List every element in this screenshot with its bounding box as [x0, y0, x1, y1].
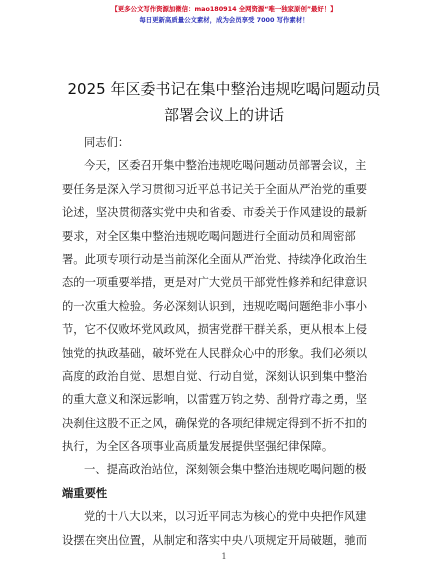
body-text-line: 端重要性 — [62, 485, 108, 500]
body-text-line: 蚀党的执政基础，破坏党在人民群众心中的形象。我们必须以 — [62, 346, 368, 360]
promo-banner — [0, 4, 448, 26]
body-text-line: 党的十八大以来，以习近平同志为核心的党中央把作风建 — [84, 510, 367, 524]
promo-banner-line-1: 【更多公文写作资源加微信：mao180914 全网资源“唯一独家原创”最好！】 — [111, 5, 337, 13]
page-number: 1 — [221, 552, 227, 561]
body-text-line: 要求，对全区集中整治违规吃喝问题进行全面动员和周密部 — [62, 229, 356, 243]
document-title — [0, 76, 448, 128]
body-text-line: 今天，区委召开集中整治违规吃喝问题动员部署会议，主 — [84, 159, 367, 173]
body-text-line: 态的一项重要举措，更是对广大党员干部党性修养和纪律意识 — [62, 276, 368, 290]
body-text-line: 节，它不仅败坏党风政风，损害党群干群关系，更从根本上侵 — [62, 323, 368, 337]
body-text-line: 一、提高政治站位，深刻领会集中整治违规吃喝问题的极 — [84, 463, 367, 477]
body-text-line: 决刹住这股不正之风，确保党的各项纪律规定得到不折不扣的 — [62, 416, 368, 430]
document-body — [62, 131, 388, 552]
body-text-line: 署。此项专项行动是当前深化全面从严治党、持续净化政治生 — [62, 252, 368, 266]
body-text-line: 的一次重大检验。务必深刻认识到，违规吃喝问题绝非小事小 — [62, 299, 368, 313]
promo-banner-line-2: 每日更新高质量公文素材，成为会员享受 7000 写作素材！ — [139, 16, 309, 24]
document-title-line-2: 部署会议上的讲话 — [163, 106, 284, 124]
document-title-line-1: 2025 年区委书记在集中整治违规吃喝问题动员 — [67, 80, 381, 98]
body-text-line: 高度的政治自觉、思想自觉、行动自觉，深刻认识到集中整治 — [62, 369, 368, 383]
body-text-line: 同志们： — [84, 136, 130, 149]
body-text-line: 的重大意义和深远影响，以雷霆万钧之势、刮骨疗毒之勇，坚 — [62, 393, 368, 407]
body-text-line: 设摆在突出位置，从制定和落实中央八项规定开局破题，驰而 — [62, 533, 368, 547]
body-text-line: 论述，坚决贯彻落实党中央和省委、市委关于作风建设的最新 — [62, 206, 368, 220]
body-text-line: 要任务是深入学习贯彻习近平总书记关于全面从严治党的重要 — [62, 182, 368, 196]
body-text-line: 执行，为全区各项事业高质量发展提供坚强纪律保障。 — [62, 440, 334, 454]
